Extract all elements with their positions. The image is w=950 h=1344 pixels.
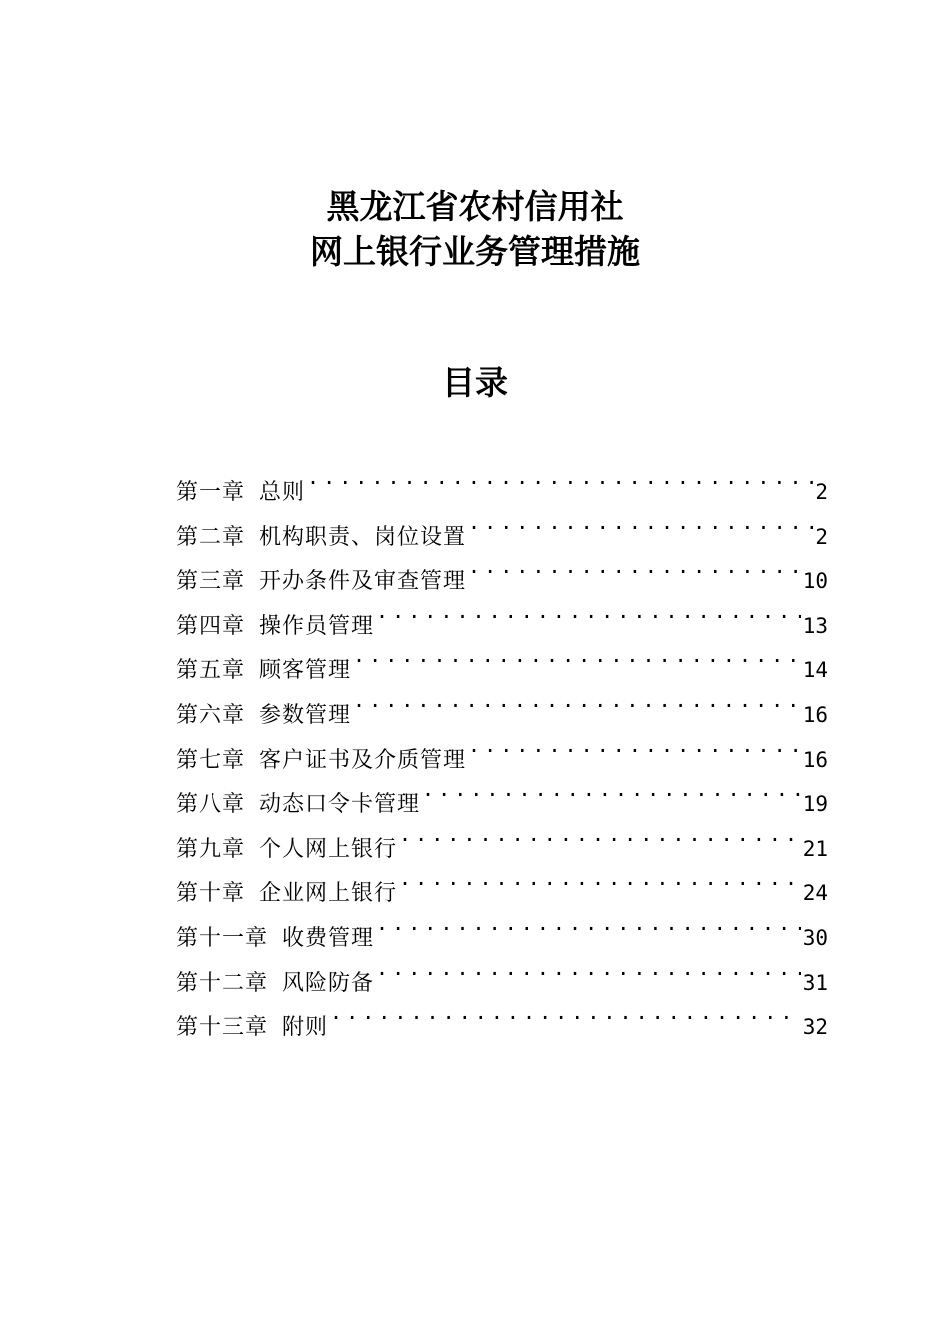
- toc-page-number: 32: [802, 1015, 828, 1040]
- toc-page-number: 16: [802, 747, 828, 772]
- toc-chapter-number: 第十章: [176, 881, 246, 907]
- toc-chapter-title: 动态口令卡管理: [259, 792, 421, 818]
- toc-dot-leader: [376, 946, 801, 990]
- toc-page-number: 16: [802, 702, 828, 727]
- toc-chapter-number: 第三章: [176, 569, 246, 595]
- toc-page-number: 13: [802, 613, 828, 638]
- toc-chapter-title: 操作员管理: [259, 613, 375, 639]
- toc-dot-leader: [399, 812, 801, 856]
- toc-heading: 目录: [442, 363, 508, 402]
- toc-dot-leader: [376, 901, 801, 945]
- toc-chapter-title: 客户证书及介质管理: [259, 747, 467, 773]
- toc-chapter-title: 开办条件及审查管理: [259, 569, 467, 595]
- toc-dot-leader: [307, 455, 813, 499]
- toc-chapter-title: 机构职责、岗位设置: [259, 524, 467, 550]
- toc-chapter-number: 第二章: [176, 524, 246, 550]
- toc-dot-leader: [468, 544, 801, 588]
- toc-page-number: 30: [802, 925, 828, 950]
- toc-page-number: 21: [802, 836, 828, 861]
- toc-entry[interactable]: [176, 455, 828, 505]
- toc-chapter-title: 企业网上银行: [259, 881, 398, 907]
- toc-chapter-number: 第十三章: [176, 1015, 269, 1041]
- toc-page-number: 2: [815, 480, 828, 504]
- toc-chapter-title: 总则: [259, 480, 306, 505]
- document-title-line-1: 黑龙江省农村信用社: [326, 187, 624, 226]
- toc-chapter-number: 第九章: [176, 836, 246, 862]
- toc-entry[interactable]: [176, 946, 828, 996]
- toc-page-number: 24: [802, 881, 828, 906]
- table-of-contents: [176, 455, 828, 1041]
- toc-dot-leader: [353, 678, 801, 722]
- toc-chapter-number: 第六章: [176, 702, 246, 728]
- toc-chapter-title: 风险防备: [282, 970, 375, 996]
- toc-page-number: 10: [802, 569, 828, 594]
- toc-page-number: 31: [802, 970, 828, 995]
- toc-dot-leader: [399, 856, 801, 900]
- toc-dot-leader: [353, 633, 801, 677]
- toc-chapter-number: 第五章: [176, 658, 246, 684]
- toc-chapter-title: 参数管理: [259, 702, 352, 728]
- toc-chapter-number: 第十一章: [176, 925, 269, 951]
- toc-chapter-number: 第四章: [176, 613, 246, 639]
- toc-chapter-number: 第十二章: [176, 970, 269, 996]
- toc-page-number: 14: [802, 658, 828, 683]
- toc-chapter-title: 个人网上银行: [259, 836, 398, 862]
- toc-chapter-title: 附则: [282, 1015, 329, 1041]
- toc-chapter-title: 顾客管理: [259, 658, 352, 684]
- toc-chapter-title: 收费管理: [282, 925, 375, 951]
- toc-page-number: 2: [815, 524, 828, 549]
- toc-dot-leader: [468, 500, 813, 544]
- toc-page-number: 19: [802, 792, 828, 817]
- document-title-line-2: 网上银行业务管理措施: [310, 232, 640, 271]
- toc-chapter-number: 第八章: [176, 792, 246, 818]
- toc-dot-leader: [422, 767, 801, 811]
- toc-dot-leader: [330, 990, 801, 1034]
- toc-dot-leader: [376, 589, 801, 633]
- toc-chapter-number: 第一章: [176, 480, 246, 505]
- toc-dot-leader: [468, 723, 801, 767]
- toc-entry[interactable]: [176, 990, 828, 1041]
- toc-chapter-number: 第七章: [176, 747, 246, 773]
